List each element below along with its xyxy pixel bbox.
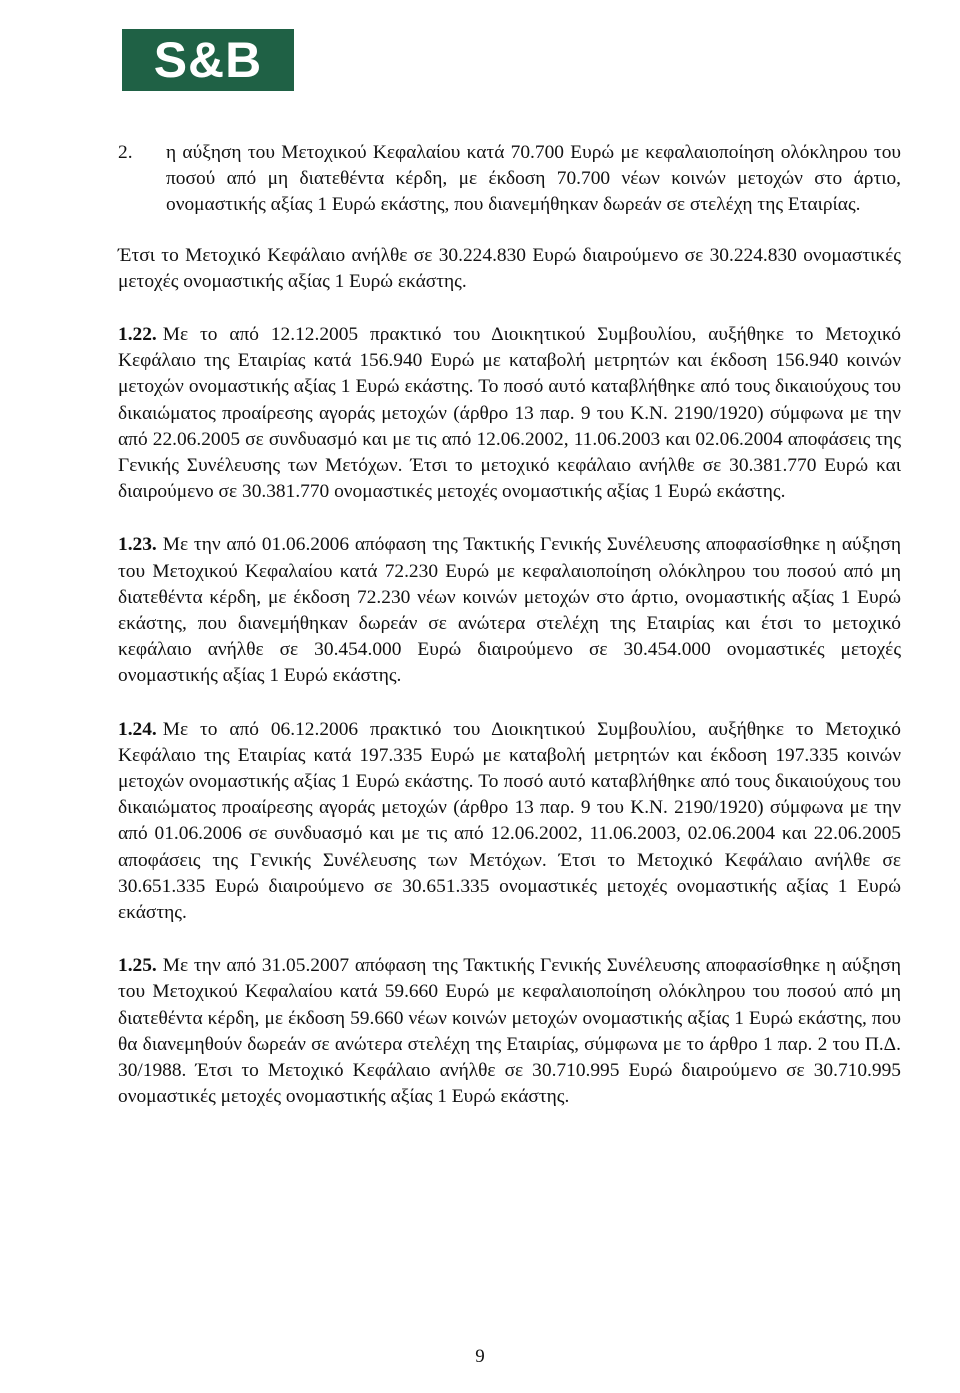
section-text: Με το από 12.12.2005 πρακτικό του Διοικητικού Συμβουλίου, αυξήθηκε το Μετοχικό Κεφάλαιο της Εταιρίας κατά 156.940 Ευρώ με καταβολή μετρητών και έκδοση 156.940 κοινών μετοχών ονομαστικής αξίας 1 Ευρώ εκάστης. Το ποσό αυτό καταβλήθηκε από τους δικαιούχους του δικαιώματος προαίρεσης αγοράς μετοχών (άρθρο 13 παρ. 9 του Κ.Ν. 2190/1920) σύμφωνα με την από 22.06.2005 σε συνδυασμό και με τις από 12.06.2002, 11.06.2003 και 02.06.2004 αποφάσεις της Γενικής Συνέλευσης των Μετόχων. Έτσι το μετοχικό κεφάλαιο ανήλθε σε 30.381.770 Ευρώ και διαιρούμενο σε 30.381.770 ονομαστικές μετοχές ονομαστικής αξίας 1 Ευρώ εκάστης. — [118, 324, 901, 503]
section-number: 1.22. — [118, 324, 157, 346]
company-logo — [122, 29, 294, 91]
section-text: Με το από 06.12.2006 πρακτικό του Διοικητικού Συμβουλίου, αυξήθηκε το Μετοχικό Κεφάλαιο της Εταιρίας κατά 197.335 Ευρώ με καταβολή μετρητών και έκδοση 197.335 κοινών μετοχών ονομαστικής αξίας 1 Ευρώ εκάστης. Το ποσό αυτό καταβλήθηκε από τους δικαιούχους του δικαιώματος προαίρεσης αγοράς μετοχών (άρθρο 13 παρ. 9 του Κ.Ν. 2190/1920) σύμφωνα με την από 01.06.2006 σε συνδυασμό και με τις από 12.06.2002, 11.06.2003, 02.06.2004 και 22.06.2005 αποφάσεις της Γενικής Συνέλευσης των Μετόχων. Έτσι το Μετοχικό Κεφάλαιο ανήλθε σε 30.651.335 Ευρώ διαιρούμενο σε 30.651.335 ονομαστικές μετοχές ονομαστικής αξίας 1 Ευρώ εκάστης. — [118, 718, 901, 924]
section-number: 1.25. — [118, 955, 157, 977]
section-text: Με την από 01.06.2006 απόφαση της Τακτικής Γενικής Συνέλευσης αποφασίσθηκε η αύξηση του Μετοχικού Κεφαλαίου κατά 72.230 Ευρώ με κεφαλαιοποίηση ολόκληρου του ποσού από μη διατεθέντα κέρδη, με έκδοση 72.230 νέων κοινών μετοχών στο άρτιο, ονομαστικής αξίας 1 Ευρώ εκάστης, που διανεμήθηκαν δωρεάν σε ανώτερα στελέχη της Εταιρίας και έτσι το μετοχικό κεφάλαιο ανήλθε σε 30.454.000 Ευρώ διαιρούμενο σε 30.454.000 ονομαστικές μετοχές ονομαστικής αξίας 1 Ευρώ εκάστης. — [118, 534, 901, 687]
logo-text: S&B — [153, 32, 263, 88]
page-number: 9 — [475, 1346, 485, 1367]
section-number: 1.24. — [118, 718, 157, 740]
document-body — [118, 140, 901, 1111]
section-1-24 — [118, 717, 901, 927]
paragraph-capital-result: Έτσι το Μετοχικό Κεφάλαιο ανήλθε σε 30.224.830 Ευρώ διαιρούμενο σε 30.224.830 ονομαστικές μετοχές ονομαστικής αξίας 1 Ευρώ εκάστης. — [118, 244, 901, 292]
section-text: Με την από 31.05.2007 απόφαση της Τακτικής Γενικής Συνέλευσης αποφασίσθηκε η αύξηση του Μετοχικού Κεφαλαίου κατά 59.660 Ευρώ με κεφαλαιοποίηση ολόκληρου του ποσού από μη διατεθέντα κέρδη, με έκδοση 59.660 νέων κοινών μετοχών ονομαστικής αξίας 1 Ευρώ εκάστης, που θα διανεμηθούν δωρεάν σε ανώτερα στελέχη της Εταιρίας, σύμφωνα με το άρθρο 1 παρ. 2 του Π.Δ. 30/1988. Έτσι το Μετοχικό Κεφάλαιο ανήλθε σε 30.710.995 Ευρώ διαιρούμενο σε 30.710.995 ονομαστικές μετοχές ονομαστικής αξίας 1 Ευρώ εκάστης. — [118, 955, 901, 1108]
list-item-2: 2. η αύξηση του Μετοχικού Κεφαλαίου κατά 70.700 Ευρώ με κεφαλαιοποίηση ολόκληρου του ποσού από μη διατεθέντα κέρδη, με έκδοση 70.700 νέων κοινών μετοχών στο άρτιο, ονομαστικής αξίας 1 Ευρώ εκάστης, που διανεμήθηκαν δωρεάν σε στελέχη της Εταιρίας. — [166, 140, 901, 219]
section-number: 1.23. — [118, 534, 157, 556]
section-1-25 — [118, 953, 901, 1110]
list-item-text: η αύξηση του Μετοχικού Κεφαλαίου κατά 70.700 Ευρώ με κεφαλαιοποίηση ολόκληρου του ποσού από μη διατεθέντα κέρδη, με έκδοση 70.700 νέων κοινών μετοχών στο άρτιο, ονομαστικής αξίας 1 Ευρώ εκάστης, που διανεμήθηκαν δωρεάν σε στελέχη της Εταιρίας. — [166, 142, 901, 216]
section-1-23 — [118, 532, 901, 689]
section-1-22 — [118, 322, 901, 505]
